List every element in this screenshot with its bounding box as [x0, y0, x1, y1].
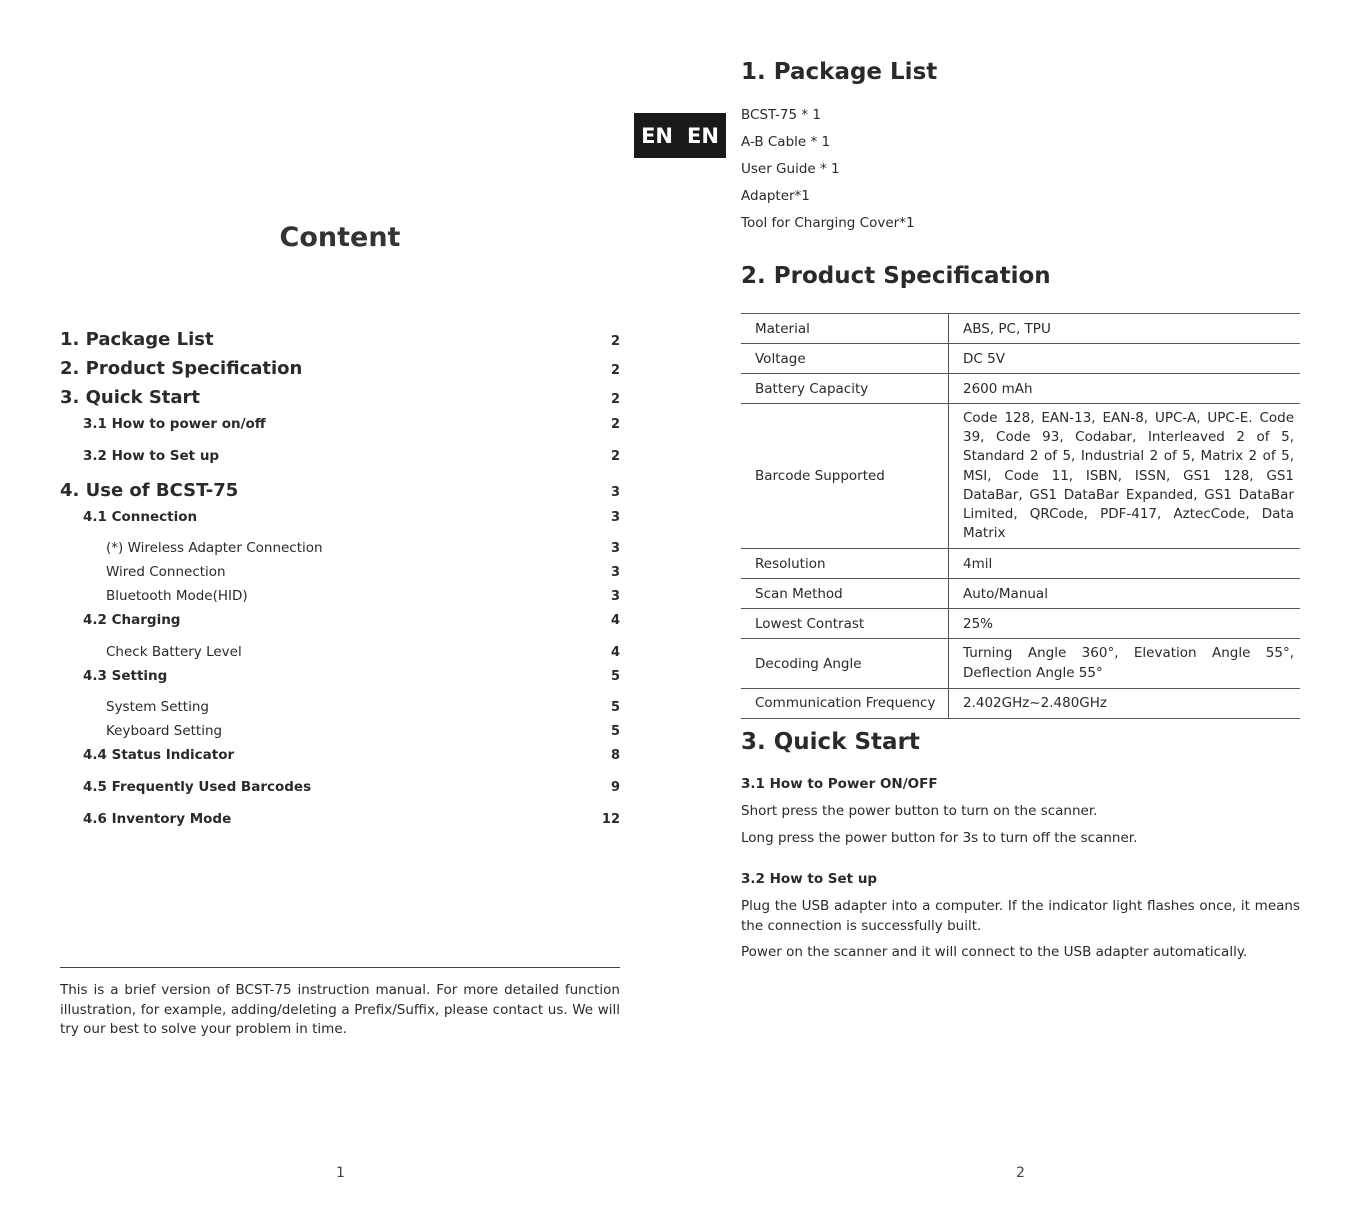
contents-title: Content — [279, 222, 401, 253]
language-tab — [634, 113, 726, 158]
toc-entry-label: Bluetooth Mode(HID) — [106, 588, 248, 604]
toc-entry-page: 5 — [610, 724, 620, 739]
toc-entry-page: 5 — [610, 669, 620, 684]
spec-key: Lowest Contrast — [741, 609, 949, 639]
page-number-right: 2 — [1016, 1165, 1025, 1181]
toc-entry-page: 3 — [610, 510, 620, 525]
toc-entry[interactable] — [60, 747, 620, 763]
toc-entry-label: (*) Wireless Adapter Connection — [106, 540, 323, 556]
spec-value: ABS, PC, TPU — [949, 314, 1301, 344]
spec-row — [741, 549, 1300, 579]
toc-entry-page: 5 — [610, 700, 620, 715]
toc-entry-label: 4.4 Status Indicator — [83, 747, 235, 763]
product-spec-heading: 2. Product Specification — [741, 263, 1051, 289]
toc-entry[interactable] — [60, 358, 620, 379]
toc-entry[interactable] — [60, 612, 620, 628]
toc-entry-page: 4 — [610, 645, 620, 660]
power-instruction: Short press the power button to turn on the scanner. — [741, 803, 1098, 819]
toc-entry-label: 2. Product Specification — [60, 358, 303, 379]
toc-entry-label: Wired Connection — [106, 564, 226, 580]
toc-entry-label: 4.3 Setting — [83, 668, 168, 684]
toc-entry-page: 3 — [610, 589, 620, 604]
toc-entry-page: 4 — [610, 613, 620, 628]
spec-row — [741, 374, 1300, 404]
spec-value: Turning Angle 360°, Elevation Angle 55°, Deflection Angle 55° — [949, 639, 1301, 688]
spec-key: Material — [741, 314, 949, 344]
page-number-left: 1 — [336, 1165, 345, 1181]
toc-entry[interactable] — [60, 811, 620, 827]
toc-entry-label: Check Battery Level — [106, 644, 242, 660]
spec-row — [741, 639, 1300, 688]
toc-entry-label: 4.1 Connection — [83, 509, 198, 525]
toc-entry-page: 3 — [610, 541, 620, 556]
toc-entry-page: 2 — [610, 363, 620, 378]
spec-value: 2600 mAh — [949, 374, 1301, 404]
setup-subheading: 3.2 How to Set up — [741, 871, 878, 887]
toc-entry[interactable] — [60, 588, 620, 604]
package-item: Tool for Charging Cover*1 — [741, 215, 915, 231]
spec-row — [741, 609, 1300, 639]
toc-entry[interactable] — [60, 668, 620, 684]
spec-key: Barcode Supported — [741, 404, 949, 549]
setup-instruction: Plug the USB adapter into a computer. If the indicator light flashes once, it means the connection is successfully built. — [741, 898, 1300, 934]
spec-key: Decoding Angle — [741, 639, 949, 688]
toc-entry-label: 4.6 Inventory Mode — [83, 811, 232, 827]
language-tab-label: EN — [687, 123, 719, 148]
spec-value: DC 5V — [949, 344, 1301, 374]
toc-entry[interactable] — [60, 509, 620, 525]
toc-entry[interactable] — [60, 564, 620, 580]
spec-key: Communication Frequency — [741, 688, 949, 718]
toc-entry-label: 3.2 How to Set up — [83, 448, 220, 464]
toc-entry-label: 4. Use of BCST-75 — [60, 480, 239, 501]
toc-entry[interactable] — [60, 416, 620, 432]
toc-entry-page: 3 — [610, 485, 620, 500]
setup-instruction: Power on the scanner and it will connect to the USB adapter automatically. — [741, 944, 1248, 960]
toc-entry[interactable] — [60, 723, 620, 739]
language-tab-label: EN — [641, 123, 673, 148]
spec-key: Resolution — [741, 549, 949, 579]
spec-value: Auto/Manual — [949, 579, 1301, 609]
toc-entry-label: 4.2 Charging — [83, 612, 181, 628]
toc-entry[interactable] — [60, 540, 620, 556]
spec-value: Code 128, EAN-13, EAN-8, UPC-A, UPC-E. Code 39, Code 93, Codabar, Interleaved 2 of 5, Standard 2 of 5, Industrial 2 of 5, Matrix 2 of 5, MSI, Code 11, ISBN, ISSN, GS1 128, GS1 DataBar, GS1 DataBar Expanded, GS1 DataBar Limited, QRCode, PDF-417, AztecCode, Data Matrix — [949, 404, 1301, 549]
toc-entry-page: 8 — [610, 748, 620, 763]
toc-entry-label: 3. Quick Start — [60, 387, 201, 408]
toc-entry-page: 2 — [610, 392, 620, 407]
spec-row — [741, 579, 1300, 609]
toc-entry-page: 2 — [610, 449, 620, 464]
package-item: A-B Cable * 1 — [741, 134, 831, 150]
package-item: BCST-75 * 1 — [741, 107, 821, 123]
note-divider — [60, 967, 620, 968]
spec-row — [741, 404, 1300, 549]
toc-entry-page: 9 — [610, 780, 620, 795]
toc-entry-label: 1. Package List — [60, 329, 214, 350]
spec-table — [741, 313, 1300, 719]
toc-entry-page: 2 — [610, 417, 620, 432]
toc-entry[interactable] — [60, 779, 620, 795]
spec-key: Battery Capacity — [741, 374, 949, 404]
spec-value: 4mil — [949, 549, 1301, 579]
spec-row — [741, 314, 1300, 344]
spec-key: Scan Method — [741, 579, 949, 609]
package-item: Adapter*1 — [741, 188, 810, 204]
toc-entry-page: 2 — [610, 334, 620, 349]
toc-entry-label: Keyboard Setting — [106, 723, 223, 739]
toc-entry-label: 4.5 Frequently Used Barcodes — [83, 779, 312, 795]
power-instruction: Long press the power button for 3s to turn off the scanner. — [741, 830, 1138, 846]
spec-value: 25% — [949, 609, 1301, 639]
spec-value: 2.402GHz~2.480GHz — [949, 688, 1301, 718]
spec-key: Voltage — [741, 344, 949, 374]
toc-entry[interactable] — [60, 448, 620, 464]
manual-note: This is a brief version of BCST-75 instruction manual. For more detailed function illustration, for example, adding/deleting a Prefix/Suffix, please contact us. We will try our best to solve your problem in time. — [60, 982, 620, 1037]
package-item: User Guide * 1 — [741, 161, 840, 177]
quick-start-heading: 3. Quick Start — [741, 729, 920, 755]
toc-entry-page: 12 — [601, 812, 620, 827]
toc-entry[interactable] — [60, 644, 620, 660]
package-list-heading: 1. Package List — [741, 59, 938, 85]
toc-entry[interactable] — [60, 387, 620, 408]
spec-row — [741, 344, 1300, 374]
toc-entry[interactable] — [60, 480, 620, 501]
toc-entry-label: System Setting — [106, 699, 209, 715]
power-subheading: 3.1 How to Power ON/OFF — [741, 776, 938, 792]
toc-entry[interactable] — [60, 329, 620, 350]
spec-row — [741, 688, 1300, 718]
toc-entry-page: 3 — [610, 565, 620, 580]
toc-entry[interactable] — [60, 699, 620, 715]
toc-entry-label: 3.1 How to power on/off — [83, 416, 266, 432]
